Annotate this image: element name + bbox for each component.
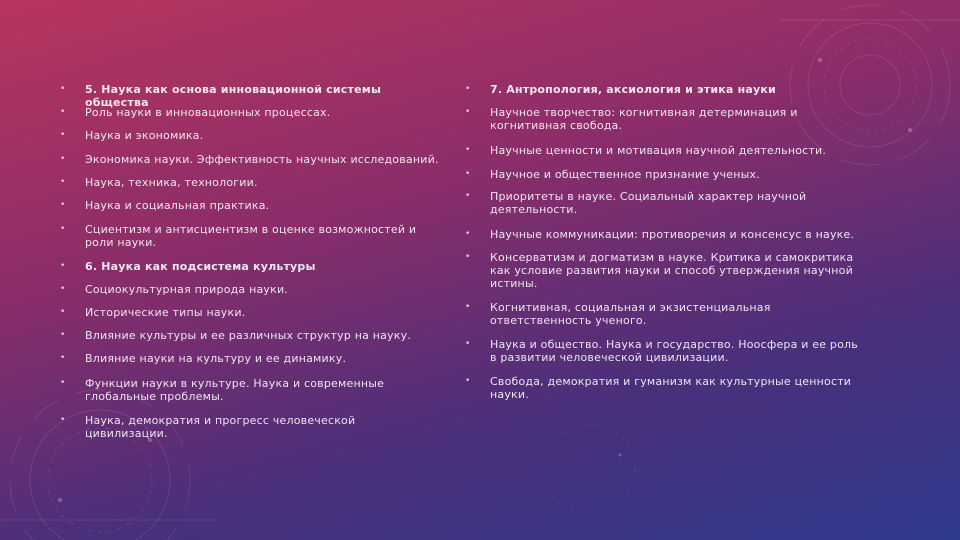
list-item — [465, 190, 860, 216]
list-item — [60, 153, 440, 166]
list-item-text: Консерватизм и догматизм в науке. Критика и самокритика как условие развития науки и способ утверждения научной истины. — [490, 251, 854, 290]
list-item — [465, 106, 860, 132]
list-item-text: Исторические типы науки. — [85, 306, 246, 319]
list-item-text: Наука и социальная практика. — [85, 199, 270, 212]
bullet-icon: • — [60, 107, 66, 117]
bullet-icon: • — [60, 224, 66, 234]
bullet-icon: • — [60, 261, 66, 271]
list-item — [465, 83, 860, 96]
list-item — [60, 223, 440, 249]
list-item — [465, 338, 860, 364]
list-item — [465, 375, 860, 401]
list-item-text: Социокультурная природа науки. — [85, 283, 289, 296]
bullet-icon: • — [465, 339, 471, 349]
list-item-text: Наука, техника, технологии. — [85, 176, 258, 189]
list-item — [465, 228, 860, 241]
bullet-icon: • — [60, 307, 66, 317]
bullet-icon: • — [60, 200, 66, 210]
list-item — [60, 377, 440, 403]
list-item-text: Научные коммуникации: противоречия и консенсус в науке. — [490, 228, 855, 241]
bullet-icon: • — [60, 330, 66, 340]
bullet-icon: • — [465, 229, 471, 239]
list-item-text: Роль науки в инновационных процессах. — [85, 106, 331, 119]
list-item-text: Влияние культуры и ее различных структур на науку. — [85, 329, 412, 342]
list-item — [465, 251, 860, 290]
list-item — [60, 306, 440, 319]
list-item — [465, 168, 860, 181]
list-item — [60, 352, 440, 365]
bullet-icon: • — [465, 252, 471, 262]
bullet-icon: • — [465, 376, 471, 386]
list-item-text: Сциентизм и антисциентизм в оценке возможностей и роли науки. — [85, 223, 417, 249]
list-item-text: Когнитивная, социальная и экзистенциальная ответственность ученого. — [490, 301, 771, 327]
list-item-text: Экономика науки. Эффективность научных исследований. — [85, 153, 439, 166]
list-item-text: Наука и экономика. — [85, 129, 204, 142]
bullet-icon: • — [60, 154, 66, 164]
bullet-icon: • — [60, 130, 66, 140]
bullet-icon: • — [60, 378, 66, 388]
list-item — [465, 144, 860, 157]
list-item-text: Функции науки в культуре. Наука и современные глобальные проблемы. — [85, 377, 385, 403]
bullet-icon: • — [60, 353, 66, 363]
list-item-text: Научное творчество: когнитивная детерминация и когнитивная свобода. — [490, 106, 798, 132]
list-item — [60, 414, 440, 440]
list-item-text: Приоритеты в науке. Социальный характер научной деятельности. — [490, 190, 807, 216]
bullet-icon: • — [465, 145, 471, 155]
section-heading: 7. Антропология, аксиология и этика науки — [490, 83, 776, 96]
list-item-text: Научное и общественное признание ученых. — [490, 168, 760, 181]
bullet-icon: • — [465, 169, 471, 179]
list-item-text: Наука и общество. Наука и государство. Ноосфера и ее роль в развитии человеческой цивилизации. — [490, 338, 858, 364]
list-item — [60, 129, 440, 142]
list-item-text: Наука, демократия и прогресс человеческой цивилизации. — [85, 414, 356, 440]
list-item-text: Влияние науки на культуру и ее динамику. — [85, 352, 347, 365]
bullet-icon: • — [465, 191, 471, 201]
section-heading: 5. Наука как основа инновационной системы общества — [85, 83, 382, 109]
list-item — [60, 199, 440, 212]
bullet-icon: • — [465, 84, 471, 94]
list-item — [60, 260, 440, 273]
bullet-icon: • — [60, 284, 66, 294]
list-item — [60, 283, 440, 296]
list-item-text: Научные ценности и мотивация научной деятельности. — [490, 144, 827, 157]
list-item — [60, 106, 440, 119]
list-item-text: Свобода, демократия и гуманизм как культурные ценности науки. — [490, 375, 852, 401]
bullet-icon: • — [465, 302, 471, 312]
bullet-icon: • — [60, 177, 66, 187]
list-item — [60, 176, 440, 189]
section-heading: 6. Наука как подсистема культуры — [85, 260, 316, 273]
bullet-icon: • — [60, 415, 66, 425]
list-item — [465, 301, 860, 327]
bullet-icon: • — [465, 107, 471, 117]
bullet-icon: • — [60, 84, 66, 94]
list-item — [60, 329, 440, 342]
